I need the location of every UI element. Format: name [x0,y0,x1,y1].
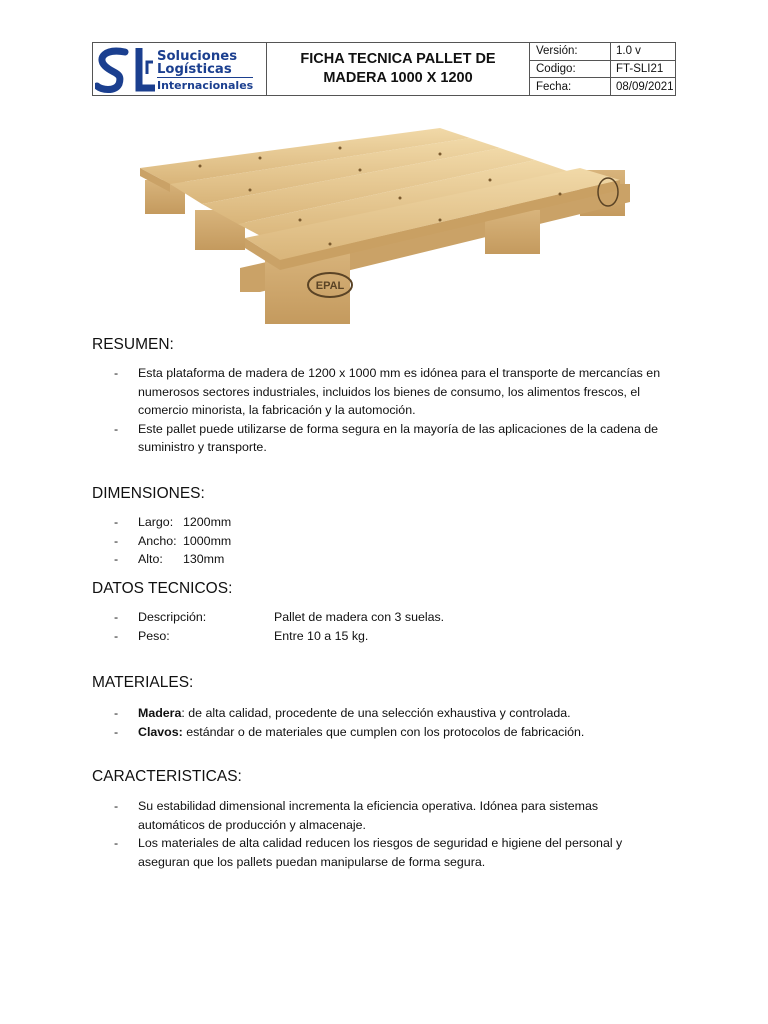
dimension-label: Largo: [138,515,174,529]
list-item [114,608,444,627]
section-heading-resumen: RESUMEN: [92,336,174,353]
meta-label: Codigo: [530,61,611,78]
section-heading-caracteristicas: CARACTERISTICAS: [92,768,242,785]
meta-value: FT-SLI21 [616,63,664,75]
resumen-list [114,364,679,457]
list-item [114,834,649,871]
bullet-dash: - [114,533,119,548]
list-item [114,627,444,646]
list-item-text: Su estabilidad dimensional incrementa la eficiencia operativa. Idónea para sistemas automáticos de producción y almacenaje. [138,799,599,832]
datos-label: Peso: [138,628,170,643]
bullet-dash: - [114,552,119,566]
logo-line-2: Logísticas [157,62,232,77]
list-item-text: Esta plataforma de madera de 1200 x 1000 mm es idónea para el transporte de mercancías en numerosos sectores industriales, incluidos los bienes de consumo, los alimentos frescos, el comercio minorista, la fabricación y la automoción. [138,366,661,417]
bullet-dash: - [114,628,119,643]
material-text: : de alta calidad, procedente de una selección exhaustiva y controlada. [181,706,571,720]
meta-row-version [530,43,675,61]
bullet-dash: - [114,799,119,813]
caracteristicas-list [114,797,649,871]
list-item [114,532,231,551]
company-logo [93,43,267,95]
logo-mark-icon [95,44,159,96]
pallet-image [140,110,630,326]
list-item [114,420,679,457]
list-item [114,797,649,834]
section-heading-datos: DATOS TECNICOS: [92,580,233,597]
epal-stamp-text: EPAL [315,280,345,292]
meta-value: 1.0 v [616,45,641,58]
list-item [114,364,679,420]
bullet-dash: - [114,724,119,739]
bullet-dash: - [114,610,119,624]
dimension-value: 1200mm [183,515,232,529]
document-title: FICHA TECNICA PALLET DE MADERA 1000 X 1200 [267,43,530,95]
list-item-text: Este pallet puede utilizarse de forma segura en la mayoría de las aplicaciones de la cadena de suministro y transporte. [138,421,659,454]
meta-label: Fecha: [530,78,611,95]
datos-value: Entre 10 a 15 kg. [274,628,369,643]
materiales-list [114,704,584,741]
list-item-text: Los materiales de alta calidad reducen los riesgos de seguridad e higiene del personal y aseguran que los pallets puedan manipularse de forma segura. [138,836,623,869]
bullet-dash: - [114,366,119,380]
meta-value: 08/09/2021 [616,80,674,93]
dimension-value: 1000mm [183,533,232,548]
dimensiones-list [114,513,231,569]
logo-line-3: Internacionales [157,79,254,92]
document-meta [530,43,675,95]
material-term: Clavos: [138,724,183,739]
list-item [114,550,231,569]
material-text: estándar o de materiales que cumplen con los protocolos de fabricación. [182,724,585,739]
meta-row-code [530,61,675,79]
section-heading-materiales: MATERIALES: [92,674,194,691]
datos-list [114,608,444,645]
section-heading-dimensiones: DIMENSIONES: [92,485,205,502]
meta-label: Versión: [530,43,611,60]
bullet-dash: - [114,515,119,529]
header-table [92,42,676,96]
list-item [114,723,584,742]
bullet-dash: - [114,706,119,720]
logo-line-1: Soluciones [157,49,238,64]
dimension-label: Alto: [138,552,163,566]
meta-row-date [530,78,675,95]
list-item [114,513,231,532]
list-item [114,704,584,723]
logo-text [157,50,253,92]
material-term: Madera [138,706,182,720]
bullet-dash: - [114,421,119,436]
dimension-value: 130mm [183,552,225,566]
dimension-label: Ancho: [138,533,177,548]
datos-label: Descripción: [138,610,207,624]
datos-value: Pallet de madera con 3 suelas. [274,610,445,624]
bullet-dash: - [114,836,119,850]
